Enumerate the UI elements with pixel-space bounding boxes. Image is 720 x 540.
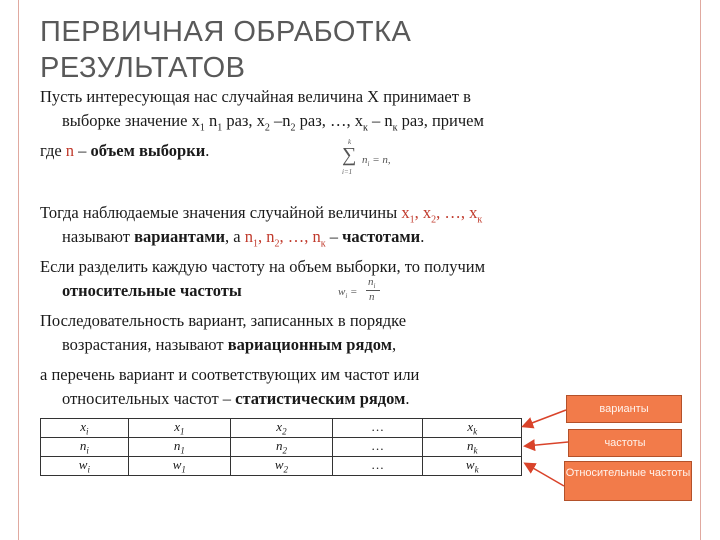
table-cell: …	[332, 457, 423, 476]
table-row-relative	[41, 457, 522, 476]
para5-line2: относительных частот – статистическим рядом.	[62, 389, 410, 408]
table-cell: $x_i$	[41, 419, 129, 438]
para5-line1: а перечень вариант и соответствующих им частот или	[40, 365, 420, 384]
table-cell: …	[332, 438, 423, 457]
para1-line3: где n – объем выборки.	[40, 141, 210, 160]
arrow-relative	[526, 464, 564, 486]
statistical-series-table	[40, 418, 522, 476]
table-cell: $n_1$	[128, 438, 230, 457]
relative-frequency-formula: $w_i$ = $n_i$ n	[338, 276, 398, 306]
table-cell: $w_1$	[128, 457, 230, 476]
table-cell: $n_2$	[230, 438, 332, 457]
table-row-variants	[41, 419, 522, 438]
para2-line2: называют вариантами, а $n_1$, $n_2$, …, $n_к$ – частотами.	[62, 227, 425, 250]
table-cell: $x_1$	[128, 419, 230, 438]
callout-variants: варианты	[566, 395, 682, 423]
arrow-frequencies	[526, 442, 568, 446]
table-cell: $w_i$	[41, 457, 129, 476]
table-cell: …	[332, 419, 423, 438]
callout-relative-frequencies: Относительные частоты	[564, 461, 692, 501]
para1-line1: Пусть интересующая нас случайная величина X принимает в	[40, 87, 471, 106]
para4-line1: Последовательность вариант, записанных в порядке	[40, 311, 407, 330]
frame-line-left	[18, 0, 19, 540]
para3-line2: относительные частоты	[62, 281, 242, 300]
sigma-symbol: ∑	[342, 144, 357, 166]
sum-body: $n_i = n$,	[362, 154, 391, 169]
table-cell: $w_2$	[230, 457, 332, 476]
sum-top: k	[348, 138, 352, 146]
para1-line2: выборке значение $x_1$ $n_1$ раз, $x_2$ $-n_2$ раз, …, $x_к - n_к$ раз, причем	[62, 111, 484, 134]
sum-bottom: i=1	[342, 168, 353, 176]
slide-title: ПЕРВИЧНАЯ ОБРАБОТКА РЕЗУЛЬТАТОВ	[40, 16, 412, 84]
para3-line1: Если разделить каждую частоту на объем выборки, то получим	[40, 257, 486, 276]
table-cell: $w_k$	[423, 457, 522, 476]
para2-line1: Тогда наблюдаемые значения случайной величины $x_1$, $x_2$, …, $x_к$	[40, 203, 483, 226]
arrow-variants	[524, 410, 566, 426]
table-cell: $x_2$	[230, 419, 332, 438]
table-cell: $n_k$	[423, 438, 522, 457]
para4-line2: возрастания, называют вариационным рядом,	[62, 335, 397, 354]
table-row-frequencies	[41, 438, 522, 457]
frame-line-right	[700, 0, 701, 540]
sum-formula	[342, 140, 412, 180]
table-cell: $x_k$	[423, 419, 522, 438]
table-cell: $n_i$	[41, 438, 129, 457]
callout-frequencies: частоты	[568, 429, 682, 457]
